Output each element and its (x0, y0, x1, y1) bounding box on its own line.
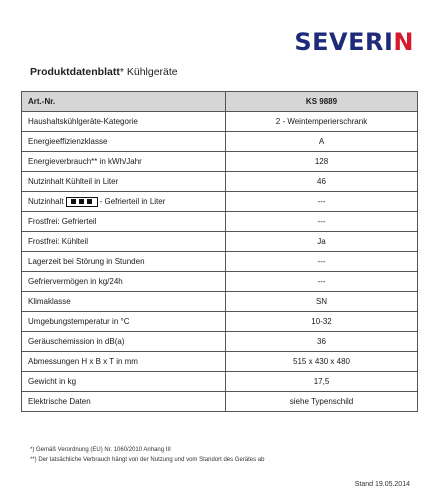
row-value: Ja (226, 232, 418, 252)
row-value: SN (226, 292, 418, 312)
table-row (22, 292, 418, 312)
row-label: Energieverbrauch** in kWh/Jahr (22, 152, 226, 172)
table-row (22, 152, 418, 172)
table-header-row (22, 92, 418, 112)
row-label-pre: Nutzinhalt (28, 196, 64, 206)
table-row (22, 272, 418, 292)
table-row (22, 132, 418, 152)
table-row (22, 252, 418, 272)
logo-main-text: SEVERI (294, 28, 394, 56)
table-row (22, 332, 418, 352)
footnote: *) Gemäß Verordnung (EU) Nr. 1060/2010 Anhang III (30, 447, 171, 453)
row-value: 515 x 430 x 480 (226, 352, 418, 372)
row-label: Lagerzeit bei Störung in Stunden (22, 252, 226, 272)
logo-accent-letter: N (393, 28, 414, 56)
footnotes (30, 445, 264, 465)
row-value: 17,5 (226, 372, 418, 392)
row-value: 2 - Weintemperierschrank (226, 112, 418, 132)
document-date: Stand 19.05.2014 (354, 481, 410, 488)
header-label: Art.-Nr. (22, 92, 226, 112)
header-value: KS 9889 (226, 92, 418, 112)
row-label: Abmessungen H x B x T in mm (22, 352, 226, 372)
row-label: Gewicht in kg (22, 372, 226, 392)
row-label: Haushaltskühlgeräte-Kategorie (22, 112, 226, 132)
table-row (22, 372, 418, 392)
freezer-stars-icon (66, 197, 98, 207)
footnote: **) Der tatsächliche Verbrauch hängt von der Nutzung und vom Standort des Gerätes ab (30, 457, 265, 463)
table-row (22, 352, 418, 372)
row-value: --- (226, 192, 418, 212)
row-label: Geräuschemission in dB(a) (22, 332, 226, 352)
row-label: Klimaklasse (22, 292, 226, 312)
row-label: Gefriervermögen in kg/24h (22, 272, 226, 292)
table-row (22, 172, 418, 192)
row-value: 36 (226, 332, 418, 352)
row-value: 10-32 (226, 312, 418, 332)
row-label: Nutzinhalt Kühlteil in Liter (22, 172, 226, 192)
row-value: --- (226, 272, 418, 292)
table-row (22, 312, 418, 332)
table-row (22, 112, 418, 132)
title-bold: Produktdatenblatt (30, 66, 120, 78)
table-row (22, 212, 418, 232)
table-row (22, 232, 418, 252)
row-label (22, 192, 226, 212)
row-label: Umgebungstemperatur in °C (22, 312, 226, 332)
page-title (30, 66, 178, 78)
row-label: Frostfrei: Kühlteil (22, 232, 226, 252)
row-value: 128 (226, 152, 418, 172)
severin-logo (294, 28, 414, 56)
title-rest: * Kühlgeräte (119, 66, 178, 78)
table-row (22, 392, 418, 412)
table-row (22, 192, 418, 212)
row-label: Elektrische Daten (22, 392, 226, 412)
row-value: 46 (226, 172, 418, 192)
product-data-table (21, 91, 418, 412)
row-value: siehe Typenschild (226, 392, 418, 412)
row-label-post: - Gefrierteil in Liter (99, 196, 166, 206)
row-value: --- (226, 252, 418, 272)
row-label: Energieeffizienzklasse (22, 132, 226, 152)
row-label: Frostfrei: Gefrierteil (22, 212, 226, 232)
row-value: A (226, 132, 418, 152)
row-value: --- (226, 212, 418, 232)
